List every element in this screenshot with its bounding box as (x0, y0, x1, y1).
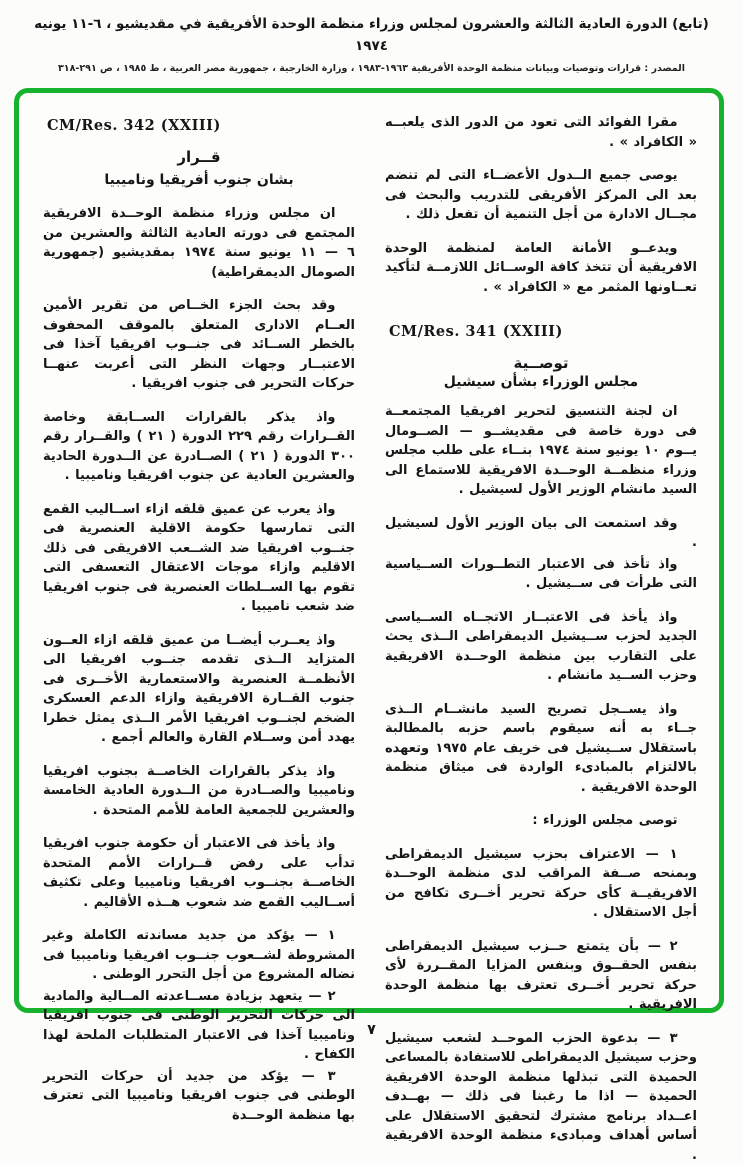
document-header (0, 14, 743, 74)
page-number: ٧ (0, 1022, 743, 1038)
paragraph: واذ يعــرب أيضــا من عميق قلقه ازاء العــون المتزايد الــذى تقدمه جنــوب افريقيا الى الأنظمــة العنصرية والاستعمارية الأخــرى فى جنوب القــارة الافريقية وازاء الدعم العسكرى الضخم لجنــوب افريقيا الأمر الــذى يمثل خطرا يهدد أمن وســلام القارة والعالم أجمع . (43, 631, 355, 748)
resolution-341-subtitle: مجلس الوزراء بشأن سيشيل (385, 374, 697, 390)
paragraph: واذ يذكر بالقرارات الســابقة وخاصة القــرارات رقم ٢٢٩ الدورة ( ٢١ ) والقــرار رقم ٣٠٠ الدورة ( ٢١ ) الصــادرة عن الــدورة الحادية والعشرين العادية عن جنوب افريقيا وناميبيا . (43, 408, 355, 486)
paragraph: واذ يعرب عن عميق قلقه ازاء اســاليب القمع التى تمارسها حكومة الاقلية العنصرية فى جنــوب افريقيا ضد الشــعب الافريقى فى ذلك الاقليم وازاء موجات الاعتقال التعسفى التى تقوم بها الســلطات العنصرية فى جنوب افريقيا ضد شعب ناميبيا . (43, 500, 355, 617)
paragraph: ويدعــو الأمانة العامة لمنظمة الوحدة الافريقية أن تتخذ كافة الوســائل اللازمــة لتأكيد تعــاونها المثمر مع « الكافراد » . (385, 239, 697, 298)
paragraph: وقد بحث الجزء الخــاص من تقرير الأمين العــام الادارى المتعلق بالموقف المحفوف بالخطر الســائد فى جنــوب افريقيا آخذا فى الاعتبــار وجهات النظر التى أعربت عنهــا حركات التحرير فى جنوب افريقيا . (43, 296, 355, 394)
paragraph-numbered-1: ١ — الاعتراف بحزب سيشيل الديمقراطى وبمنحه صــفة المراقب لدى منظمة الوحــدة الافريقيــة كأى حركة تحرير أخــرى تكافح من أجل الاستقلال . (385, 845, 697, 923)
resolution-342-title: قــرار (43, 148, 355, 166)
paragraph: يوصى جميع الــدول الأعضــاء التى لم تنضم بعد الى المركز الأفريقى للتدريب والبحث فى مجــال الادارة من أجل التنمية أن تفعل ذلك . (385, 166, 697, 225)
header-session-title: (تابع) الدورة العادية الثالثة والعشرون لمجلس وزراء منظمة الوحدة الأفريقية في مقديشيو ، ٦-١١ يونيه ١٩٧٤ (0, 14, 743, 57)
paragraph: واذ يأخذ فى الاعتبــار الاتجــاه الســياسى الجديد لحزب ســيشيل الديمقراطى الــذى يحث على التقارب بين منظمة الوحــدة الافريقية وحزب الســيد مانشام . (385, 608, 697, 686)
resolution-id-341: CM/Res. 341 (XXIII) (389, 323, 697, 340)
paragraph: واذ يذكر بالقرارات الخاصــة بجنوب افريقيا وناميبيا والصــادرة من الــدورة العادية الخامسة والعشرين للجمعية العامة للأمم المتحدة . (43, 762, 355, 821)
paragraph-numbered-1: ١ — يؤكد من جديد مساندته الكاملة وغير المشروطة لشــعوب جنــوب افريقيا وناميبيا فى نضاله المشروع من أجل التحرر الوطنى . (43, 926, 355, 985)
paragraph-numbered-3: ٣ — بدعوة الحزب الموحــد لشعب سيشيل وحزب سيشيل الديمقراطى للاستفادة بالمساعى الحميدة التى تبذلها منظمة الوحدة الافريقية الحميدة — اذا ما رغبنا فى ذلك — بهــدف اعــداد برنامج مشترك لتحقيق الاستقلال على أساس أهداف ومبادىء منظمة الوحدة الافريقية . (385, 1029, 697, 1165)
recommendation-lead-in: توصى مجلس الوزراء : (385, 811, 697, 831)
header-source-citation: المصدر : قرارات وتوصيات وبيانات منظمة الوحدة الأفريقية ١٩٦٣-١٩٨٣ ، وزارة الخارجية ، جمهورية مصر العربية ، ط ١٩٨٥ ، ص ٢٩١-٣١٨ (0, 63, 743, 74)
column-right (385, 113, 697, 992)
document-body (19, 93, 719, 1008)
paragraph: واذ يأخذ فى الاعتبار أن حكومة جنوب افريقيا تدأب على رفض قــرارات الأمم المتحدة الخاصــة بجنــوب افريقيا وناميبيا وعلى تكثيف أســاليب القمع ضد شعوب هــذه الأقاليم . (43, 834, 355, 912)
paragraph: ان مجلس وزراء منظمة الوحــدة الافريقية المجتمع فى دورته العادية الثالثة والعشرين من ٦ — ١١ يونيو سنة ١٩٧٤ بمقديشيو (جمهورية الصومال الديمقراطية) (43, 204, 355, 282)
paragraph-numbered-2: ٢ — بأن يتمتع حــزب سيشيل الديمقراطى بنفس الحقــوق وبنفس المزايا المقــررة لأى حركة تحرير أخــرى تعترف بها منظمة الوحدة الافريقية . (385, 937, 697, 1015)
paragraph-numbered-2: ٢ — يتعهد بزيادة مســاعدته المــالية والمادية الى حركات التحرير الوطنى فى جنوب افريقيا وناميبيا آخذا فى الاعتبار المتطلبات الملحة لهذا الكفاح . (43, 987, 355, 1065)
column-left (43, 113, 355, 992)
paragraph: ان لجنة التنسيق لتحرير افريقيا المجتمعــة فى دورة خاصة فى مقديشــو — الصــومال يــوم ١٠ يونيو سنة ١٩٧٤ بنــاء على طلب مجلس وزراء منظمــة الوحــدة الافريقية للاستماع الى السيد مانشام الوزير الأول لسيشيل . (385, 402, 697, 500)
resolution-id-342: CM/Res. 342 (XXIII) (47, 117, 355, 134)
paragraph: مقرا الفوائد التى تعود من الدور الذى يلعبــه « الكافراد » . (385, 113, 697, 152)
resolution-341-title: توصــية (385, 354, 697, 372)
paragraph: وقد استمعت الى بيان الوزير الأول لسيشيل . (385, 514, 697, 553)
paragraph: واذ يســجل تصريح السيد مانشــام الــذى جــاء به أنه سيقوم باسم حزبه بالمطالبة باستقلال ســيشيل فى خريف عام ١٩٧٥ وتعهده بالالتزام بالمبادىء الواردة فى ميثاق منظمة الوحدة الافريقية . (385, 700, 697, 798)
resolution-342-subtitle: بشان جنوب أفريقيا وناميبيا (43, 172, 355, 188)
paragraph-numbered-3: ٣ — يؤكد من جديد أن حركات التحرير الوطنى فى جنوب افريقيا وناميبيا التى تعترف بها منظمة الوحــدة (43, 1067, 355, 1126)
paragraph: واذ تأخذ فى الاعتبار التطــورات الســياسية التى طرأت فى ســيشيل . (385, 555, 697, 594)
document-green-frame (14, 88, 724, 1013)
